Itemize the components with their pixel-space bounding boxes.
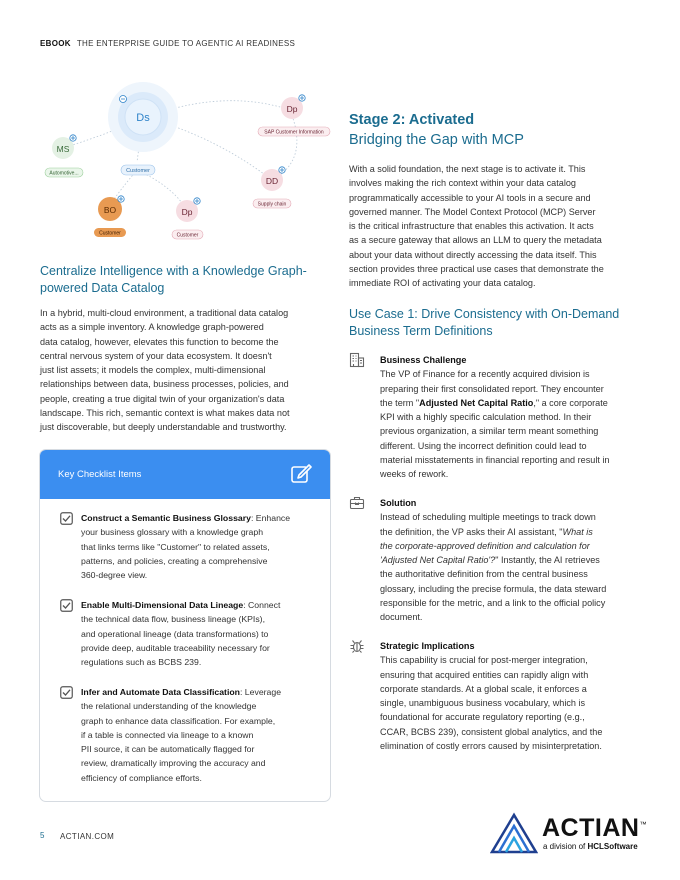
knowledge-graph-svg bbox=[40, 80, 340, 250]
term-highlight: Adjusted Net Capital Ratio bbox=[419, 397, 534, 408]
left-line: relationships between data, business processes, policies, and bbox=[40, 379, 289, 390]
stage-subtitle: Bridging the Gap with MCP bbox=[349, 132, 524, 148]
logo-tagline: a division of HCLSoftware bbox=[543, 842, 638, 851]
checklist-item-text: Infer and Automate Data Classification: Leverage the relational understanding of the knowledge graph to enhance data classification. For example, if a table is connected via lineage to a known PII source, it can be automatically flagged for review, dramatically improving the accuracy and efficiency of compliance efforts. bbox=[81, 687, 282, 783]
left-section-heading: Centralize Intelligence with a Knowledge Graph-powered Data Catalog bbox=[40, 264, 307, 295]
use-case-heading: Use Case 1: Drive Consistency with On-Demand Business Term Definitions bbox=[349, 307, 620, 338]
ms-node-label: MS bbox=[56, 144, 70, 154]
section-title: Solution bbox=[380, 498, 417, 508]
checklist-card-header bbox=[40, 450, 330, 499]
header-ebook-label: EBOOK bbox=[40, 39, 71, 48]
strategic-implications-section: Strategic Implications This capability is crucial for post-merger integration, ensuring that acquired entities can rapidly align with corporate standards. At a global scale, it enforces a single, unambiguous business vocabulary, which is foundational for accurate regulatory reporting (e.g., CCAR, BCBS 239), consistent global analytics, and the elimination of costly errors caused by misinterpretation. bbox=[380, 639, 642, 753]
customer-tag-dp-label: Customer bbox=[176, 232, 199, 239]
checkbox-checked-icon bbox=[60, 686, 73, 704]
knowledge-graph-illustration bbox=[40, 80, 340, 250]
checklist-card bbox=[39, 449, 331, 802]
automotive-tag-label: Automotive... bbox=[49, 170, 79, 177]
left-line: data catalog, however, elevates this function to become the bbox=[40, 336, 279, 347]
checklist-item-title: Construct a Semantic Business Glossary bbox=[81, 513, 251, 523]
left-section-paragraph bbox=[40, 306, 330, 435]
actian-logo-wordmark: ACTIAN™ bbox=[542, 814, 647, 842]
edit-note-icon bbox=[290, 462, 312, 489]
checkbox-checked-icon bbox=[60, 599, 73, 617]
solution-section: Solution Instead of scheduling multiple meetings to track down the definition, the VP asks their AI assistant, "What is the corporate-approved definition and calculation for 'Adjusted Net Capital Ratio'?" Instantly, the AI retrieves the authoritative definition from the central business glossary, including the precise formula, the data steward responsible for the metric, and a link to the official policy document. bbox=[380, 496, 642, 625]
checklist-item-text: Enable Multi-Dimensional Data Lineage: Connect the technical data flow, business lineage (KPIs), and operational lineage (data transformations) to provide deep, auditable traceability necessary for regulations such as BCBS 239. bbox=[81, 600, 281, 668]
left-line: In a hybrid, multi-cloud environment, a traditional data catalog bbox=[40, 308, 289, 318]
footer-url[interactable]: ACTIAN.COM bbox=[60, 832, 115, 841]
header-title: THE ENTERPRISE GUIDE TO AGENTIC AI READINESS bbox=[76, 39, 296, 48]
customer-tag-bo-label: Customer bbox=[99, 230, 121, 237]
dp-node-upper-label: Dp bbox=[286, 104, 298, 114]
customer-tag-top-label: Customer bbox=[126, 168, 150, 174]
business-challenge-section: Business Challenge The VP of Finance for a recently acquired division is preparing their first consolidated report. They encounter the term "Adjusted Net Capital Ratio," a core corporate KPI with a highly specific calculation method. In their previous organization, a similar term meant something different. Using the incorrect definition could lead to material misstatements in financial reporting and result in weeks of rework. bbox=[380, 353, 642, 482]
left-line: just list assets; it models the complex, multi-dimensional bbox=[40, 365, 266, 376]
checklist-item-title: Infer and Automate Data Classification bbox=[81, 687, 240, 697]
checklist-item-text: Construct a Semantic Business Glossary: Enhance your business glossary with a knowledge graph that links terms like "Customer" to related assets, patterns, and policies, creating a comprehensive 360-degree view. bbox=[81, 513, 291, 581]
page-number: 5 bbox=[40, 831, 45, 840]
left-line: central nervous system of your data ecosystem. It doesn't bbox=[40, 350, 272, 361]
toolbox-icon bbox=[349, 495, 365, 516]
page-header bbox=[40, 39, 295, 48]
supply-chain-tag-label: Supply chain bbox=[257, 201, 287, 208]
checkbox-checked-icon bbox=[60, 512, 73, 530]
bo-node-label: BO bbox=[103, 205, 117, 215]
left-line: landscape. This rich, semantic context is what makes data not bbox=[40, 408, 290, 419]
stage-title: Stage 2: Activated bbox=[349, 112, 475, 128]
dd-node-label: DD bbox=[265, 176, 279, 186]
left-line: acts as a simple inventory. A knowledge graph-powered bbox=[40, 322, 264, 333]
left-line: people, creating a true digital twin of your organization's data bbox=[40, 393, 285, 404]
edge-customer-dp bbox=[137, 170, 185, 207]
sap-tag-label: SAP Customer Information bbox=[264, 129, 324, 136]
checklist-title: Key Checklist Items bbox=[58, 469, 142, 480]
building-grid-icon bbox=[349, 352, 365, 373]
ds-node-label: Ds bbox=[136, 112, 150, 124]
stage-intro-paragraph: With a solid foundation, the next stage is to activate it. This involves making the rich context within your data catalog programmatically accessible to your AI tools in a secure and governed manner. The Model Context Protocol (MCP) Server is the critical infrastructure that enables this activation. It acts as a secure gateway that allows an LLM to query the metadata about your data without directly accessing the data itself. This section provides three practical use cases that demonstrate the immediate ROI of activating your data catalog. bbox=[349, 164, 604, 289]
stage-heading bbox=[349, 110, 524, 150]
section-title: Strategic Implications bbox=[380, 641, 475, 651]
gear-bug-icon bbox=[349, 638, 365, 659]
checklist-item-title: Enable Multi-Dimensional Data Lineage bbox=[81, 600, 244, 610]
dp-node-lower-label: Dp bbox=[181, 207, 193, 217]
section-title: Business Challenge bbox=[380, 355, 467, 365]
left-line: just discoverable, but deeply understandable and trustworthy. bbox=[40, 422, 287, 433]
edge-ds-dp bbox=[158, 101, 290, 113]
actian-logo-mark bbox=[490, 812, 538, 859]
